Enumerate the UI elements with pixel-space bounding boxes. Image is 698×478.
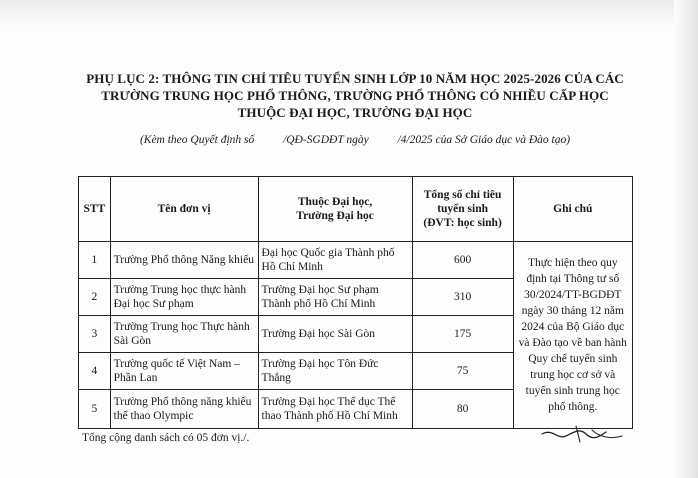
heading-line-3: THUỘC ĐẠI HỌC, TRƯỜNG ĐẠI HỌC: [237, 105, 473, 120]
row-parent-university: Trường Đại học Tôn Đức Thắng: [258, 353, 412, 390]
header-total-line-1: Tổng số chỉ tiêu: [423, 189, 502, 201]
row-parent-university: Trường Đại học Sài Gòn: [258, 316, 412, 353]
heading-line-1: PHỤ LỤC 2: THÔNG TIN CHỈ TIÊU TUYỂN SINH LỚP 10 NĂM HỌC 2025-2026 CỦA CÁC: [86, 71, 624, 86]
row-total: 75: [412, 353, 513, 390]
page-shadow-top: [0, 0, 698, 28]
decision-reference: (Kèm theo Quyết định số /QĐ-SGDĐT ngày /4/2025 của Sở Giáo dục và Đào tạo): [139, 134, 571, 146]
header-name: Tên đơn vị: [110, 177, 258, 242]
row-total: 175: [412, 316, 513, 353]
row-total: 80: [412, 390, 513, 429]
header-parent-line-2: Trường Đại học: [296, 210, 374, 222]
heading-line-2: TRƯỜNG TRUNG HỌC PHỔ THÔNG, TRƯỜNG PHỔ THÔNG CÓ NHIỀU CẤP HỌC: [101, 88, 609, 103]
note-cell: Thực hiện theo quy định tại Thông tư số 30/2024/TT-BGDĐT ngày 30 tháng 12 năm 2024 của Bộ Giáo dục và Đào tạo về ban hành Quy chế tuyển sinh trung học cơ sở và tuyển sinh trung học phổ thông.: [513, 242, 632, 429]
row-parent-university: Đại học Quốc gia Thành phố Hồ Chí Minh: [258, 242, 412, 279]
enrollment-table: [78, 176, 633, 429]
table-header-row: [79, 177, 633, 242]
header-stt: STT: [79, 177, 111, 242]
row-stt: 3: [79, 316, 111, 353]
row-unit-name: Trường quốc tế Việt Nam – Phần Lan: [110, 353, 258, 390]
row-parent-university: Trường Đại học Sư phạm Thành phố Hồ Chí Minh: [258, 279, 412, 316]
table-row: [79, 242, 633, 279]
header-total-line-3: (ĐVT: học sinh): [423, 217, 502, 229]
row-parent-university: Trường Đại học Thể dục Thể thao Thành phố Hồ Chí Minh: [258, 390, 412, 429]
row-unit-name: Trường Trung học thực hành Đại học Sư phạm: [110, 279, 258, 316]
header-parent: [258, 177, 412, 242]
row-unit-name: Trường Trung học Thực hành Sài Gòn: [110, 316, 258, 353]
row-stt: 5: [79, 390, 111, 429]
row-unit-name: Trường Phổ thông năng khiếu thể thao Olympic: [110, 390, 258, 429]
header-parent-line-1: Thuộc Đại học,: [297, 196, 373, 208]
row-stt: 4: [79, 353, 111, 390]
row-stt: 1: [79, 242, 111, 279]
row-total: 600: [412, 242, 513, 279]
row-stt: 2: [79, 279, 111, 316]
total-summary: Tổng cộng danh sách có 05 đơn vị./.: [82, 432, 250, 444]
signature-mark: [536, 406, 626, 462]
row-total: 310: [412, 279, 513, 316]
header-total: [412, 177, 513, 242]
page-shadow-right: [674, 0, 698, 478]
row-unit-name: Trường Phổ thông Năng khiếu: [110, 242, 258, 279]
header-total-line-2: tuyển sinh: [437, 203, 488, 215]
document-heading: [60, 70, 650, 121]
header-note: Ghi chú: [513, 177, 632, 242]
